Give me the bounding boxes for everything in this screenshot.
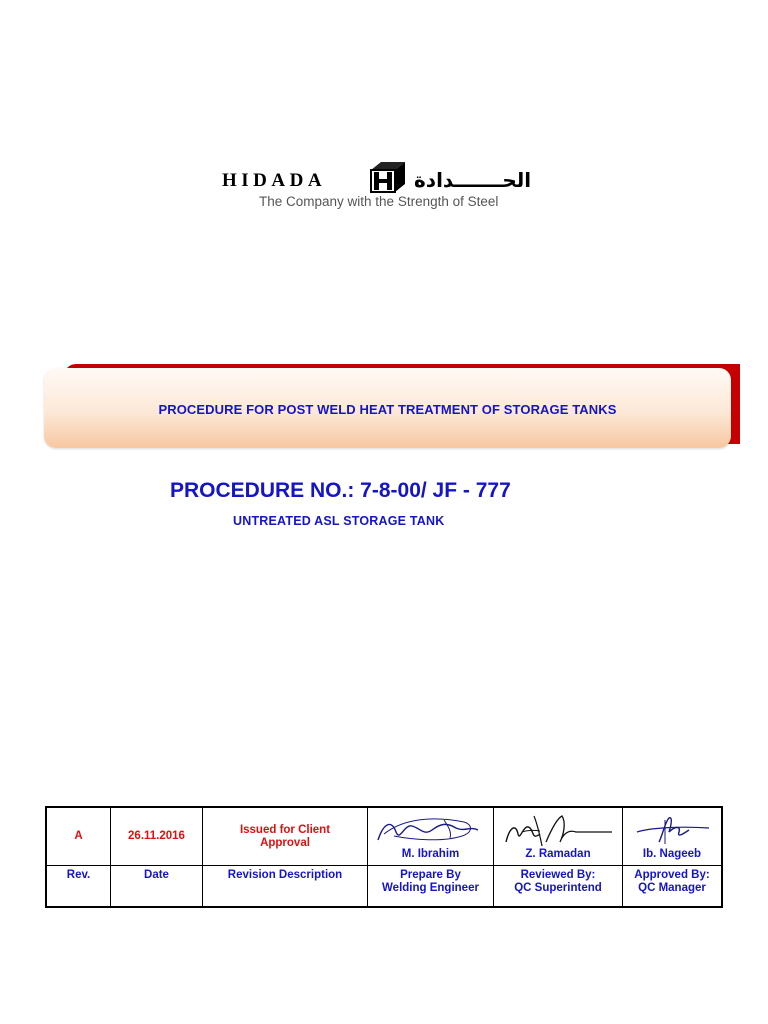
reviewer-role-line1: Reviewed By: bbox=[520, 869, 596, 881]
approval-table bbox=[45, 806, 723, 908]
revision-date: 26.11.2016 bbox=[111, 808, 203, 866]
preparer-role-line1: Prepare By bbox=[400, 869, 461, 881]
steel-beam-icon bbox=[367, 160, 407, 194]
approver-signature bbox=[629, 812, 715, 848]
company-logo bbox=[222, 168, 552, 196]
preparer-cell bbox=[368, 808, 494, 866]
reviewer-name: Z. Ramadan bbox=[525, 848, 591, 860]
reviewer-role-line2: QC Superintend bbox=[514, 882, 602, 894]
title-banner bbox=[44, 368, 731, 448]
approver-cell bbox=[623, 808, 721, 866]
reviewer-signature bbox=[500, 812, 618, 850]
company-tagline: The Company with the Strength of Steel bbox=[259, 194, 499, 209]
company-name-latin: HIDADA bbox=[222, 170, 327, 191]
preparer-role-line2: Welding Engineer bbox=[382, 882, 479, 894]
revision-code: A bbox=[47, 808, 111, 866]
approver-name: Ib. Nageeb bbox=[642, 848, 702, 860]
header-rev: Rev. bbox=[47, 866, 111, 906]
company-name-arabic: الحـــــــدادة bbox=[414, 168, 532, 192]
procedure-subtitle: UNTREATED ASL STORAGE TANK bbox=[233, 514, 445, 528]
approver-role bbox=[623, 866, 721, 906]
header-revision-description: Revision Description bbox=[203, 866, 368, 906]
procedure-number: PROCEDURE NO.: 7-8-00/ JF - 777 bbox=[170, 479, 511, 502]
header-date: Date bbox=[111, 866, 203, 906]
reviewer-role bbox=[494, 866, 623, 906]
reviewer-cell bbox=[494, 808, 623, 866]
preparer-name: M. Ibrahim bbox=[401, 848, 460, 860]
document-title: PROCEDURE FOR POST WELD HEAT TREATMENT OF STORAGE TANKS bbox=[158, 402, 617, 417]
revision-description: Issued for Client Approval bbox=[203, 808, 368, 866]
preparer-signature bbox=[374, 812, 486, 848]
approver-role-line1: Approved By: bbox=[634, 869, 710, 881]
preparer-role bbox=[368, 866, 494, 906]
approver-role-line2: QC Manager bbox=[638, 882, 706, 894]
